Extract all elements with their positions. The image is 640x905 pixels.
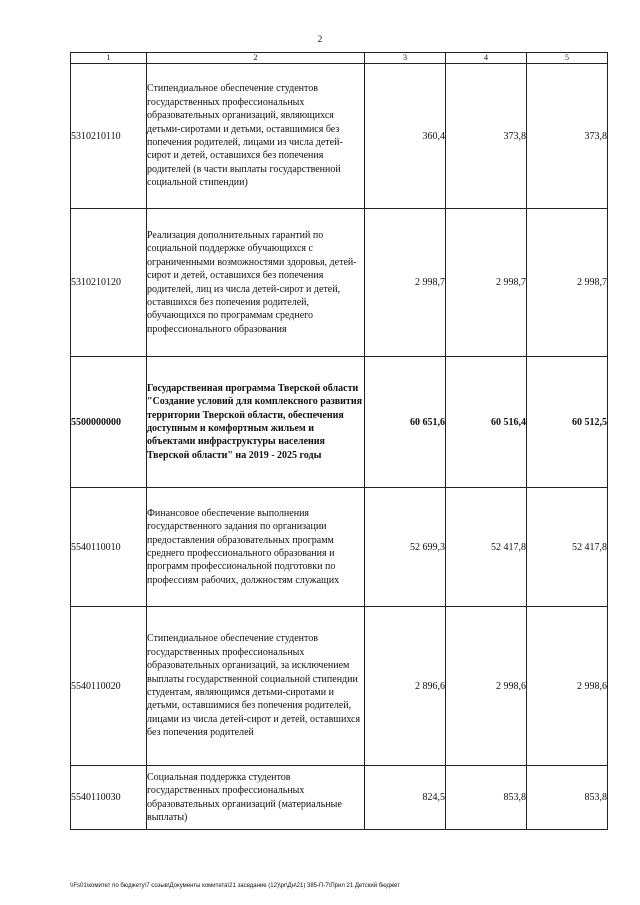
row-code: 5540110010 bbox=[71, 488, 147, 607]
header-col-3: 3 bbox=[365, 53, 446, 64]
table-row bbox=[71, 766, 608, 830]
row-code: 5500000000 bbox=[71, 357, 147, 488]
header-col-4: 4 bbox=[446, 53, 527, 64]
row-value-5: 60 512,5 bbox=[527, 357, 608, 488]
row-code: 5540110020 bbox=[71, 607, 147, 766]
header-col-5: 5 bbox=[527, 53, 608, 64]
row-code: 5310210110 bbox=[71, 64, 147, 209]
row-name: Реализация дополнительных гарантий по социальной поддержке обучающихся с ограниченными возможностями здоровья, детей-сирот и детей, оставшихся без попечения родителей, лиц из числа детей-сирот и детей, оставшихся без попечения родителей, обучающихся по программам среднего профессионального образования bbox=[147, 209, 365, 357]
header-col-2: 2 bbox=[147, 53, 365, 64]
table-row bbox=[71, 357, 608, 488]
row-value-3: 824,5 bbox=[365, 766, 446, 830]
row-name: Стипендиальное обеспечение студентов государственных профессиональных образовательных организаций, за исключением выплаты государственной социальной стипендии студентам, являющимся детьми-сиротами и детьми, оставшимися без попечения родителей, лицами из числа детей-сирот и детей, оставшихся без попечения родителей bbox=[147, 607, 365, 766]
header-row bbox=[71, 53, 608, 64]
row-value-4: 373,8 bbox=[446, 64, 527, 209]
row-value-3: 2 998,7 bbox=[365, 209, 446, 357]
row-value-5: 2 998,7 bbox=[527, 209, 608, 357]
row-code: 5310210120 bbox=[71, 209, 147, 357]
row-value-4: 52 417,8 bbox=[446, 488, 527, 607]
row-value-5: 2 998,6 bbox=[527, 607, 608, 766]
row-value-5: 373,8 bbox=[527, 64, 608, 209]
table-row bbox=[71, 607, 608, 766]
row-value-5: 853,8 bbox=[527, 766, 608, 830]
row-name: Финансовое обеспечение выполнения государственного задания по организации предоставления образовательных программ среднего профессионального образования и программ профессиональной подготовки по профессиям рабочих, должностям служащих bbox=[147, 488, 365, 607]
row-name: Стипендиальное обеспечение студентов государственных профессиональных образовательных организаций, являющихся детьми-сиротами и детьми, оставшимися без попечения родителей, лицами из числа детей-сирот и детей, оставшихся без попечения родителей (в части выплаты государственной социальной стипендии) bbox=[147, 64, 365, 209]
page-number: 2 bbox=[317, 34, 323, 44]
row-value-4: 60 516,4 bbox=[446, 357, 527, 488]
table-row bbox=[71, 488, 608, 607]
row-value-3: 52 699,3 bbox=[365, 488, 446, 607]
row-value-4: 2 998,7 bbox=[446, 209, 527, 357]
row-code: 5540110030 bbox=[71, 766, 147, 830]
file-path-footer: \\Fs01\комитет по бюджету\7 созыв\Документы комитета\21 заседание (12)\pr\Дн\21) 385-П-7\Прил 21 Детский бюджет bbox=[70, 883, 400, 889]
row-value-3: 360,4 bbox=[365, 64, 446, 209]
row-value-4: 853,8 bbox=[446, 766, 527, 830]
row-name: Социальная поддержка студентов государственных профессиональных образовательных организаций (материальные выплаты) bbox=[147, 766, 365, 830]
row-value-4: 2 998,6 bbox=[446, 607, 527, 766]
header-col-1: 1 bbox=[71, 53, 147, 64]
row-value-5: 52 417,8 bbox=[527, 488, 608, 607]
row-value-3: 2 896,6 bbox=[365, 607, 446, 766]
row-name: Государственная программа Тверской области "Создание условий для комплексного развития территории Тверской области, обеспечения доступным и комфортным жильем и объектами инфраструктуры населения Тверской области" на 2019 - 2025 годы bbox=[147, 357, 365, 488]
table-row bbox=[71, 64, 608, 209]
budget-table bbox=[70, 52, 608, 830]
row-value-3: 60 651,6 bbox=[365, 357, 446, 488]
table-row bbox=[71, 209, 608, 357]
